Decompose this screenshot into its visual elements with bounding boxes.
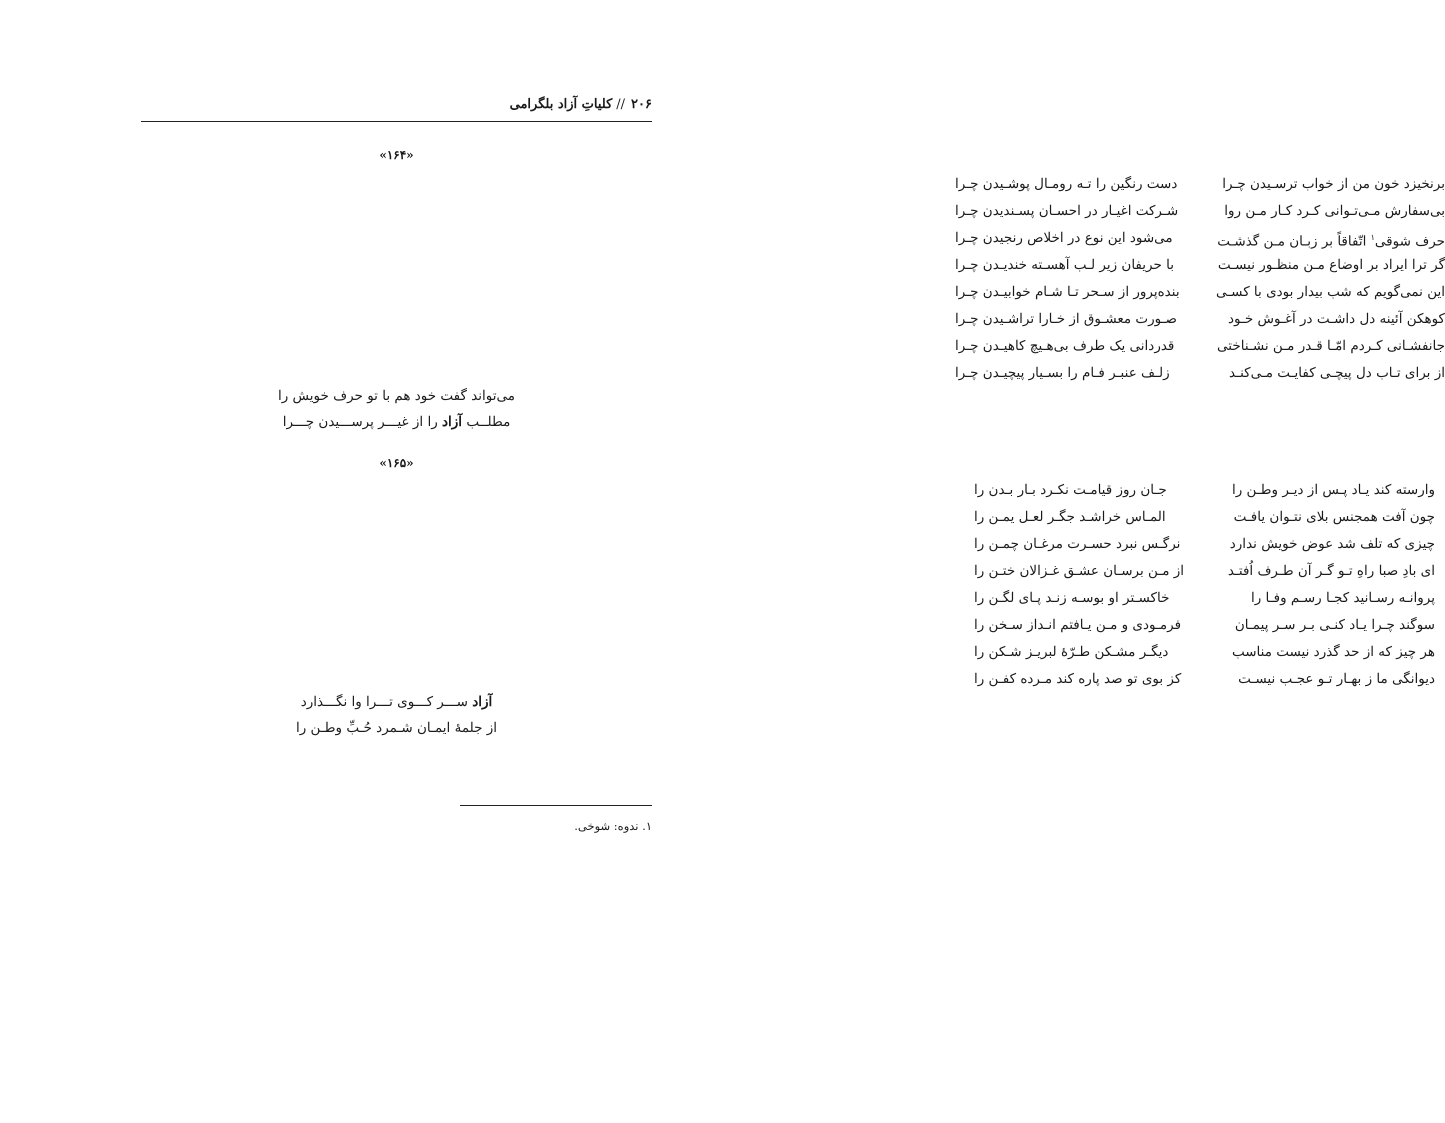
verse: [955, 199, 1445, 223]
verse: [974, 532, 1435, 556]
verse-second-hemistich: دیگـر مشـکن طـرّهٔ لبریـز شـکن را: [974, 644, 1169, 660]
verse-first-hemistich: جانفشـانی کـردم امّـا قـدر مـن نشـناختی: [1217, 338, 1445, 354]
header-rule: [141, 121, 652, 122]
closing-line: می‌تواند گفت خود هم با تو حرف خویش را: [277, 388, 516, 404]
verse-second-hemistich: نرگـس نبرد حسـرت مرغـان چمـن را: [974, 536, 1181, 552]
poet-name: آزاد: [472, 694, 493, 710]
footnote-reference: ۱: [1370, 233, 1375, 242]
verse: [974, 478, 1435, 502]
ghazal-number: «۱۶۵»: [379, 456, 414, 470]
verse: [974, 586, 1435, 610]
verse: [955, 307, 1445, 331]
verse: [955, 280, 1445, 304]
verse: [955, 226, 1445, 250]
closing-line: مطلــب آزاد را از غیـــر پرســـیدن چـــرا: [282, 414, 511, 430]
verse-first-hemistich: پروانـه رسـانید کجـا رسـم وفـا را: [1251, 590, 1435, 606]
verse-second-hemistich: خاکسـتر او بوسـه زنـد پـای لگـن را: [974, 590, 1170, 606]
verse-second-hemistich: جـان روز قیامـت نکـرد بـار بـدن را: [974, 482, 1167, 498]
verse-first-hemistich: ای بادِ صبا راهِ تـو گـر آن طـرف اُفتـد: [1227, 563, 1435, 579]
closing-couplet: [141, 383, 652, 435]
verse: [955, 334, 1445, 358]
verse-first-hemistich: کوهکن آئینه دل داشـت در آغـوش خـود: [1227, 311, 1445, 327]
verse: [974, 505, 1435, 529]
verse: [974, 613, 1435, 637]
header-separator: //: [616, 97, 626, 112]
verse-second-hemistich: فرمـودی و مـن یـافتم انـداز سـخن را: [974, 617, 1182, 633]
verse-second-hemistich: می‌شود این نوع در اخلاص رنجیدن چـرا: [955, 230, 1173, 246]
footnote-text: ندوه: شوخی.: [574, 819, 639, 833]
verse-first-hemistich: از برای تـاب دل پیچـی کفایـت مـی‌کنـد: [1229, 365, 1445, 381]
closing-line: از جلمهٔ ایمـان شـمرد حُـبِّ وطـن را: [295, 720, 498, 736]
verse-first-hemistich: برنخیزد خون من از خواب ترسـیدن چـرا: [1222, 176, 1445, 192]
footnote-marker: ۱.: [642, 819, 652, 833]
verse-first-hemistich: چون آفت همجنس بلای نتـوان یافـت: [1233, 509, 1435, 525]
verse-second-hemistich: کز بوی تو صد پاره کند مـرده کفـن را: [974, 671, 1182, 687]
verse-first-hemistich: گر ترا ایراد بر اوضاع مـن منظـور نیسـت: [1217, 257, 1445, 273]
verse-first-hemistich: چیزی که تلف شد عوض خویش ندارد: [1229, 536, 1435, 552]
verse: [974, 640, 1435, 664]
verse-first-hemistich: وارسته کند یـاد پـس از دیـر وطـن را: [1231, 482, 1435, 498]
verse-second-hemistich: المـاس خراشـد جگـر لعـل یمـن را: [974, 509, 1166, 525]
verse-second-hemistich: با حریفان زیر لـب آهسـته خندیـدن چـرا: [955, 257, 1174, 273]
verse-first-hemistich: دیوانگی ما ز بهـار تـو عجـب نیسـت: [1238, 671, 1435, 687]
ghazal-number: «۱۶۴»: [379, 148, 414, 162]
verse-first-hemistich: بی‌سفارش مـی‌تـوانی کـرد کـار مـن روا: [1224, 203, 1445, 219]
verse: [955, 172, 1445, 196]
running-header: [141, 97, 652, 119]
verse-second-hemistich: بنده‌پرور از سـحر تـا شـام خوابیـدن چـرا: [955, 284, 1180, 300]
book-title: کلیاتِ آزاد بلگرامی: [509, 97, 613, 112]
verse-second-hemistich: قدردانی یک طرف بی‌هـیچ کاهیـدن چـرا: [955, 338, 1175, 354]
footnote-rule: [460, 805, 652, 806]
poet-name: آزاد: [442, 414, 463, 430]
verse-first-hemistich: سوگند چـرا یـاد کنـی بـر سـر پیمـان: [1234, 617, 1435, 633]
verse: [955, 361, 1445, 385]
verse-second-hemistich: زلـف عنبـر فـام را بسـیار پیچیـدن چـرا: [955, 365, 1170, 381]
verse: [974, 667, 1435, 691]
verse-second-hemistich: از مـن برسـان عشـق غـزالان ختـن را: [974, 563, 1185, 579]
verse-second-hemistich: دست رنگین را تـه رومـال پوشـیدن چـرا: [955, 176, 1178, 192]
closing-line: آزاد ســـر کـــوی تـــرا وا نگـــذارد: [300, 694, 493, 710]
footnote: [574, 819, 652, 833]
verse-second-hemistich: صـورت معشـوق از خـارا تراشـیدن چـرا: [955, 311, 1178, 327]
verse-second-hemistich: شـرکت اغیـار در احسـان پسـندیدن چـرا: [955, 203, 1179, 219]
verse-first-hemistich: هر چیز که از حد گذرد نیست مناسب: [1231, 644, 1435, 660]
page-number: ۲۰۶: [631, 97, 652, 112]
verse-first-hemistich: حرف شوقی$^۱$ اتّفاقاً بر زبـان مـن گذشـت: [1217, 233, 1445, 250]
closing-couplet: [141, 689, 652, 741]
verse-first-hemistich: این نمی‌گویم که شب بیدار بودی با کسـی: [1215, 284, 1445, 300]
verse: [974, 559, 1435, 583]
verse: [955, 253, 1445, 277]
